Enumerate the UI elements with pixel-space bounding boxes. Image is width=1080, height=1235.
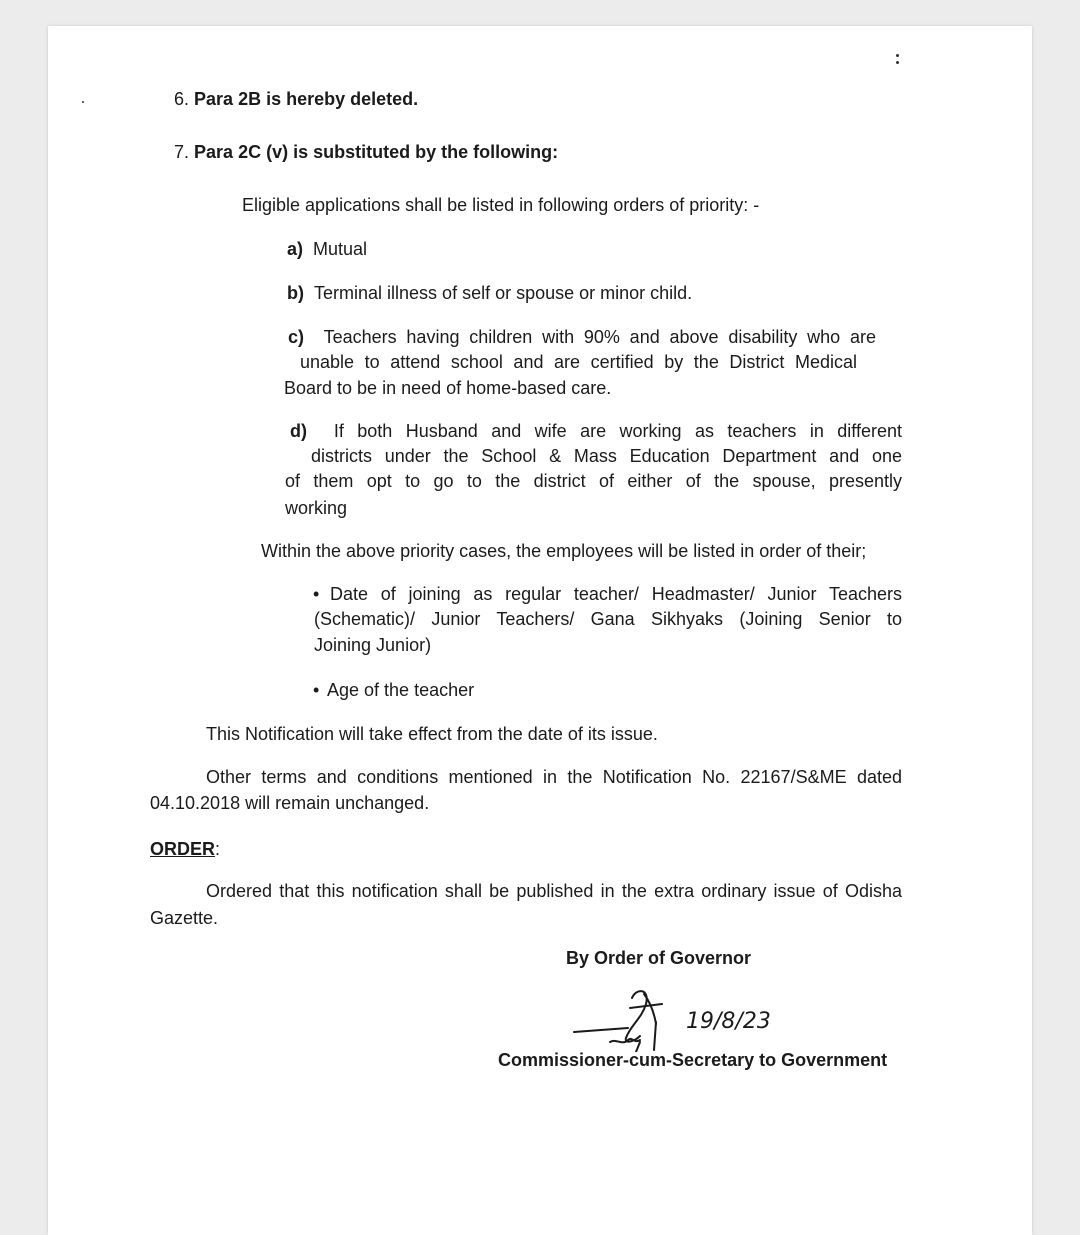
designation: Commissioner-cum-Secretary to Government (498, 1050, 888, 1070)
signature-date: 19/8/23 (686, 1009, 771, 1034)
priority-d-line-1-text: If both Husband and wife are working as teachers in different (333, 421, 902, 441)
ordered-line-2: Gazette. (150, 908, 219, 928)
priority-d-line-3: of them opt to go to the district of either of the spouse, presently (285, 471, 902, 491)
priority-b-text: Terminal illness of self or spouse or minor child. (314, 283, 693, 303)
order-heading-colon: : (215, 839, 221, 859)
order-heading-text: ORDER (150, 839, 216, 859)
other-terms-line-1: Other terms and conditions mentioned in the Notification No. 22167/S&ME dated (206, 767, 902, 787)
within-priority-text: Within the above priority cases, the employees will be listed in order of their; (261, 541, 867, 561)
priority-d-label: d) (290, 421, 307, 441)
bullet-2-symbol: • (313, 680, 320, 700)
priority-a-text: Mutual (313, 239, 368, 259)
para-6 (174, 87, 418, 112)
para-6-number: 6. (174, 89, 190, 109)
priority-d-line-2: districts under the School & Mass Education Department and one (311, 446, 902, 466)
handwritten-signature (570, 982, 810, 1052)
priority-a (287, 237, 367, 262)
ordered-line-1: Ordered that this notification shall be published in the extra ordinary issue of Odisha (206, 881, 902, 901)
other-terms-line-2: 04.10.2018 will remain unchanged. (150, 793, 430, 813)
eligible-intro: Eligible applications shall be listed in following orders of priority: - (242, 195, 760, 215)
bullet-1-line-2: (Schematic)/ Junior Teachers/ Gana Sikhyaks (Joining Senior to (314, 609, 902, 629)
priority-d-line-4: working (285, 498, 348, 518)
priority-c-line-1-text: Teachers having children with 90% and above disability who are (323, 327, 876, 347)
bullet-1-line-3: Joining Junior) (314, 635, 432, 655)
priority-c-line-2: unable to attend school and are certified by the District Medical (300, 352, 857, 372)
priority-b (287, 281, 692, 306)
bullet-1-line-1: Date of joining as regular teacher/ Headmaster/ Junior Teachers (330, 584, 902, 604)
priority-a-label: a) (287, 239, 304, 259)
priority-d-line-1 (290, 419, 902, 444)
by-order-of-governor: By Order of Governor (566, 948, 752, 968)
stray-mark-left (82, 101, 84, 103)
para-6-text: Para 2B is hereby deleted. (194, 89, 419, 109)
effect-text: This Notification will take effect from the date of its issue. (206, 724, 658, 744)
stray-mark-top-right-2 (896, 61, 899, 64)
priority-c-line-3: Board to be in need of home-based care. (284, 378, 612, 398)
order-heading (150, 837, 220, 862)
para-7 (174, 140, 558, 165)
stray-mark-top-right (896, 54, 899, 57)
priority-b-label: b) (287, 283, 304, 303)
bullet-2-text: Age of the teacher (327, 680, 475, 700)
bullet-1-symbol: • (313, 584, 320, 604)
para-7-text: Para 2C (v) is substituted by the following: (194, 142, 559, 162)
priority-c-line-1 (288, 325, 876, 350)
priority-c-label: c) (288, 327, 305, 347)
para-7-number: 7. (174, 142, 190, 162)
